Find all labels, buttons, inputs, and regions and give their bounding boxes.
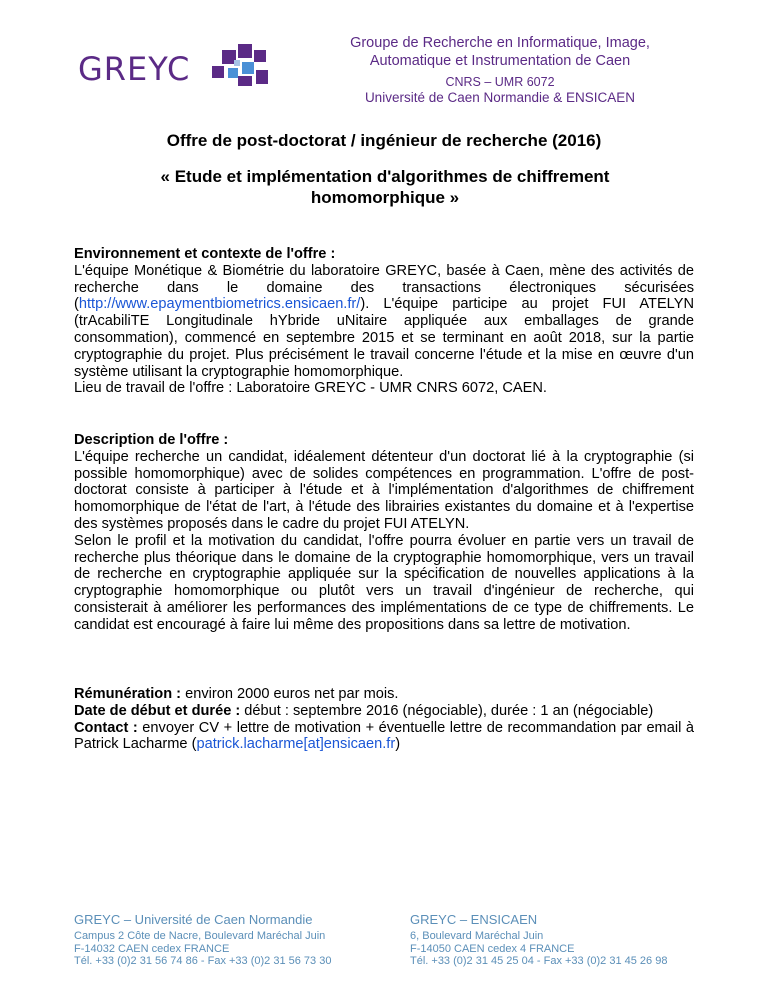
offer-title: Offre de post-doctorat / ingénieur de recherche (2016) <box>166 131 602 150</box>
greyc-logo-icon <box>208 40 270 88</box>
footer-left-title: GREYC – Université de Caen Normandie <box>74 912 313 927</box>
section-description <box>74 432 694 634</box>
university: Université de Caen Normandie & ENSICAEN <box>364 90 636 105</box>
salary-label: Rémunération : <box>74 686 182 702</box>
work-location: Lieu de travail de l'offre : Laboratoire GREYC - UMR CNRS 6072, CAEN. <box>74 380 547 397</box>
offer-subject: « Etude et implémentation d'algorithmes de chiffrement homomorphique » <box>160 167 610 207</box>
greyc-logo <box>78 40 278 92</box>
dates-value: début : septembre 2016 (négociable), durée : 1 an (négociable) <box>240 702 654 719</box>
epayment-link[interactable]: http://www.epaymentbiometrics.ensicaen.fr/ <box>78 296 361 313</box>
lab-name-line1: Groupe de Recherche en Informatique, Image, <box>350 35 650 51</box>
footer-right-line3: Tél. +33 (0)2 31 45 25 04 - Fax +33 (0)2 31 45 26 98 <box>410 955 668 967</box>
cnrs-umr: CNRS – UMR 6072 <box>445 75 555 89</box>
footer-left-line2: F-14032 CAEN cedex FRANCE <box>74 942 230 955</box>
contact-value: envoyer CV + lettre de motivation + éventuelle lettre de recommandation par email à Patrick Lacharme ( <box>74 719 694 753</box>
footer-left-address <box>74 912 331 968</box>
contact-email-link[interactable]: patrick.lacharme[at]ensicaen.fr <box>196 736 396 753</box>
salary-line <box>74 686 694 703</box>
lab-name-line2: Automatique et Instrumentation de Caen <box>369 53 631 69</box>
footer-right-line1: 6, Boulevard Maréchal Juin <box>410 930 544 942</box>
description-text-2: Selon le profil et la motivation du candidat, l'offre pourra évoluer en partie vers un travail de recherche plus théorique dans le domaine de la cryptographie homomorphique, vers un travail de recherche en cryptographie appliquée sur la spécification de nouvelles applications à la cryptographie homomorphique ou plutôt vers un travail d'ingénieur de recherche, qui consisterait à améliorer les performances des implémentations de ce type de chiffrements. Le candidat est encouragé à faire lui même des propositions dans sa lettre de motivation. <box>74 532 694 633</box>
salary-value: environ 2000 euros net par mois. <box>181 686 399 702</box>
section-environment-heading: Environnement et contexte de l'offre : <box>74 246 336 262</box>
env-text-b: ). L'équipe participe au projet FUI ATELYN (trAcabiliTE Longitudinale hYbride uNitaire appliquée aux emballages de grande consommation), commencé en septembre 2015 et se terminant en août 2018, sur la partie cryptographie du projet. Plus précisément le travail concerne l'étude et la mise en œuvre d'un système utilisant la cryptographie homomorphique. <box>74 296 694 380</box>
section-description-heading: Description de l'offre : <box>74 432 229 448</box>
footer-right-line2: F-14050 CAEN cedex 4 FRANCE <box>410 942 575 955</box>
contact-end: ) <box>395 736 401 753</box>
footer-left-line3: Tél. +33 (0)2 31 56 74 86 - Fax +33 (0)2 31 56 73 30 <box>74 955 332 967</box>
lab-header <box>300 34 700 106</box>
footer-left-line1: Campus 2 Côte de Nacre, Boulevard Maréchal Juin <box>74 930 326 942</box>
section-practical-info <box>74 686 694 753</box>
dates-line <box>74 703 694 720</box>
section-environment <box>74 246 694 397</box>
footer-right-address <box>410 912 667 968</box>
dates-label: Date de début et durée : <box>74 702 241 719</box>
env-text-a: L'équipe Monétique & Biométrie du laboratoire GREYC, basée à Caen, mène des activités de recherche dans le domaine des transactions électroniques sécurisées ( <box>74 262 694 313</box>
section-environment-text <box>74 263 694 381</box>
logo-text: GREYC <box>78 50 191 88</box>
contact-label: Contact : <box>74 719 138 736</box>
footer-right-title: GREYC – ENSICAEN <box>410 912 538 927</box>
description-text-1: L'équipe recherche un candidat, idéalement détenteur d'un doctorat lié à la cryptographie (si possible homomorphique) avec de solides compétences en programmation. L'offre de post-doctorat consiste à participer à l'étude et à l'implémentation d'algorithmes de chiffrement homomorphique de l'état de l'art, à l'étude des librairies existantes du domaine et à l'expertise des systèmes proposés dans le cadre du projet FUI ATELYN. <box>74 448 694 532</box>
contact-line <box>74 720 694 754</box>
